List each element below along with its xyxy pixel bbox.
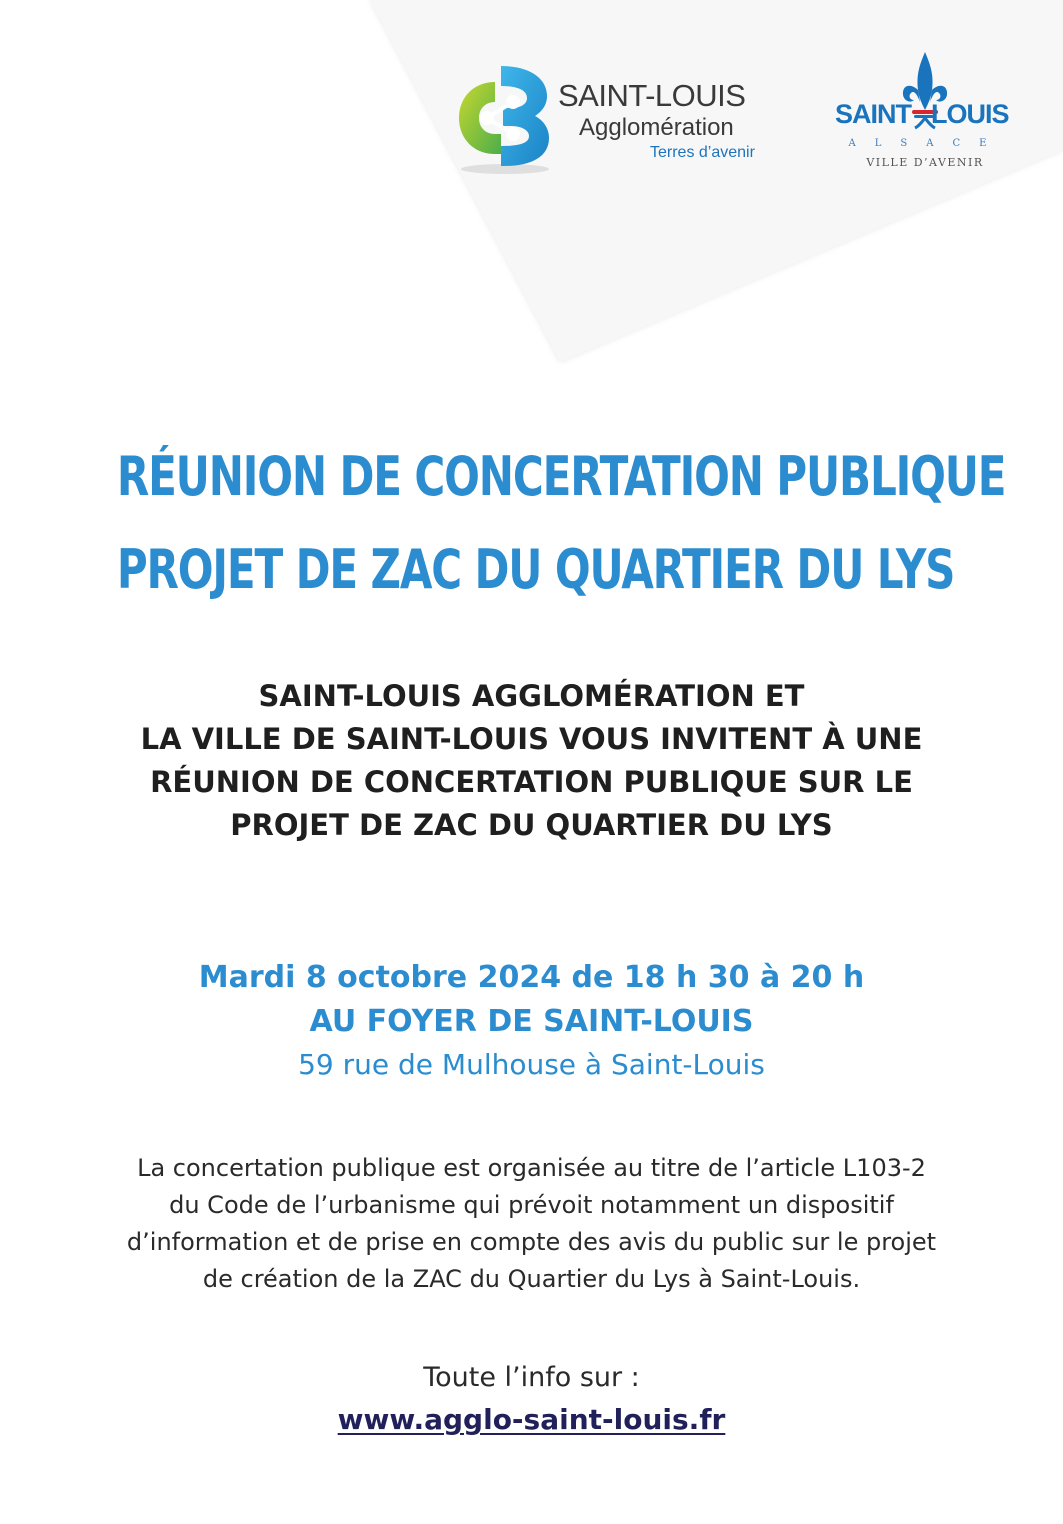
- agglomeration-tagline: Terres d’avenir: [650, 144, 755, 161]
- event-venue: AU FOYER DE SAINT-LOUIS: [309, 1004, 754, 1039]
- city-name-left: SAINT: [835, 99, 911, 129]
- page-title-line-1: RÉUNION DE CONCERTATION PUBLIQUE: [116, 445, 1006, 508]
- city-region: ALSACE: [848, 138, 1006, 149]
- legal-description: [0, 1150, 1063, 1298]
- event-date: Mardi 8 octobre 2024 de 18 h 30 à 20 h: [198, 960, 865, 995]
- invitation-line-3: RÉUNION DE CONCERTATION PUBLIQUE SUR LE: [150, 765, 913, 799]
- invitation-line-2: LA VILLE DE SAINT-LOUIS VOUS INVITENT À UNE: [140, 722, 923, 756]
- city-name-right: LOUIS: [931, 99, 1009, 129]
- saint-louis-agglomeration-logo: [455, 62, 805, 177]
- agglomeration-subtitle: Agglomération: [579, 114, 734, 141]
- invitation-line-4: PROJET DE ZAC DU QUARTIER DU LYS: [230, 808, 833, 842]
- city-tagline: VILLE D’AVENIR: [866, 156, 984, 169]
- page-title-line-2: PROJET DE ZAC DU QUARTIER DU LYS: [116, 538, 955, 601]
- description-line-3: d’information et de prise en compte des avis du public sur le projet: [126, 1228, 937, 1256]
- agglomeration-mark-icon: [455, 62, 555, 177]
- info-link-container: [0, 1403, 1063, 1436]
- event-address: 59 rue de Mulhouse à Saint-Louis: [298, 1048, 765, 1081]
- info-label: Toute l’info sur :: [423, 1362, 640, 1393]
- agglomeration-name: SAINT-LOUIS: [558, 78, 746, 113]
- description-line-1: La concertation publique est organisée au titre de l’article L103-2: [137, 1154, 926, 1182]
- description-line-4: de création de la ZAC du Quartier du Lys à Saint-Louis.: [202, 1265, 861, 1293]
- description-line-2: du Code de l’urbanisme qui prévoit notamment un dispositif: [169, 1191, 894, 1219]
- invitation-text: [0, 675, 1063, 847]
- ville-saint-louis-logo: [830, 50, 1020, 175]
- invitation-line-1: SAINT-LOUIS AGGLOMÉRATION ET: [258, 679, 805, 713]
- website-link[interactable]: www.agglo-saint-louis.fr: [337, 1403, 726, 1436]
